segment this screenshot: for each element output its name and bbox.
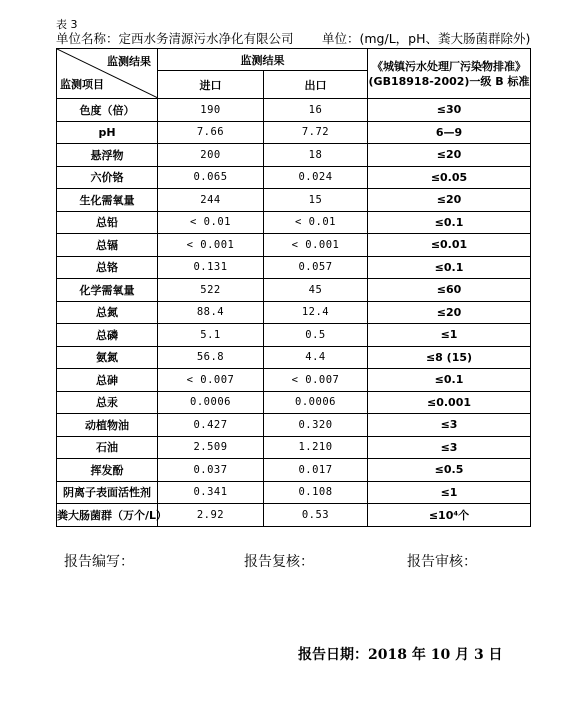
table-number: 表 3 bbox=[56, 18, 78, 31]
inlet-cell: 190 bbox=[158, 99, 264, 122]
outlet-cell: 0.320 bbox=[264, 414, 368, 437]
item-cell: 石油 bbox=[57, 436, 158, 459]
inlet-cell: 88.4 bbox=[158, 301, 264, 324]
standard-cell: ≤3 bbox=[368, 414, 531, 437]
table-row bbox=[57, 166, 531, 189]
table-row bbox=[57, 234, 531, 257]
inlet-cell: 0.427 bbox=[158, 414, 264, 437]
table-row bbox=[57, 99, 531, 122]
item-cell: 总氮 bbox=[57, 301, 158, 324]
inlet-cell: 522 bbox=[158, 279, 264, 302]
item-cell: 总磷 bbox=[57, 324, 158, 347]
standard-cell: ≤0.1 bbox=[368, 211, 531, 234]
outlet-cell: 0.5 bbox=[264, 324, 368, 347]
table-row bbox=[57, 279, 531, 302]
item-cell: 生化需氧量 bbox=[57, 189, 158, 212]
table-row bbox=[57, 369, 531, 392]
table-row bbox=[57, 144, 531, 167]
inlet-header: 进口 bbox=[158, 71, 264, 99]
table-row bbox=[57, 301, 531, 324]
standard-cell: ≤60 bbox=[368, 279, 531, 302]
standard-cell: ≤10⁴个 bbox=[368, 504, 531, 527]
table-row bbox=[57, 481, 531, 504]
compiler-label: 报告编写： bbox=[64, 554, 134, 570]
standard-cell: ≤8 (15) bbox=[368, 346, 531, 369]
table-row bbox=[57, 436, 531, 459]
table-row bbox=[57, 324, 531, 347]
outlet-cell: 45 bbox=[264, 279, 368, 302]
table-row bbox=[57, 414, 531, 437]
standard-header-line1: 《城镇污水处理厂污染物排准》 bbox=[372, 59, 526, 73]
inlet-cell: < 0.01 bbox=[158, 211, 264, 234]
outlet-cell: < 0.01 bbox=[264, 211, 368, 234]
standard-cell: ≤20 bbox=[368, 301, 531, 324]
table-row bbox=[57, 459, 531, 482]
outlet-cell: 0.108 bbox=[264, 481, 368, 504]
standard-cell: ≤20 bbox=[368, 144, 531, 167]
item-cell: 六价铬 bbox=[57, 166, 158, 189]
table-row bbox=[57, 346, 531, 369]
inlet-cell: < 0.001 bbox=[158, 234, 264, 257]
item-cell: pH bbox=[57, 121, 158, 144]
approver-label: 报告审核： bbox=[407, 554, 477, 570]
inlet-cell: 0.341 bbox=[158, 481, 264, 504]
item-cell: 挥发酚 bbox=[57, 459, 158, 482]
item-cell: 总铅 bbox=[57, 211, 158, 234]
item-cell: 粪大肠菌群（万个/L） bbox=[57, 504, 158, 527]
unit-of-measure: 单位：(mg/L，pH、粪大肠菌群除外) bbox=[322, 31, 531, 46]
outlet-cell: 0.057 bbox=[264, 256, 368, 279]
unit-name: 单位名称：定西水务清源污水净化有限公司 bbox=[56, 31, 294, 46]
outlet-cell: < 0.001 bbox=[264, 234, 368, 257]
outlet-header: 出口 bbox=[264, 71, 368, 99]
outlet-cell: 4.4 bbox=[264, 346, 368, 369]
table-row bbox=[57, 121, 531, 144]
standard-cell: ≤0.1 bbox=[368, 256, 531, 279]
item-cell: 色度（倍） bbox=[57, 99, 158, 122]
inlet-cell: 0.037 bbox=[158, 459, 264, 482]
table-row bbox=[57, 391, 531, 414]
group-header: 监测结果 bbox=[158, 49, 368, 71]
standard-cell: ≤1 bbox=[368, 324, 531, 347]
diag-top-label: 监测结果 bbox=[107, 55, 151, 68]
item-cell: 动植物油 bbox=[57, 414, 158, 437]
standard-header bbox=[368, 49, 531, 99]
item-cell: 总砷 bbox=[57, 369, 158, 392]
reviewer-label: 报告复核： bbox=[244, 554, 314, 570]
outlet-cell: 0.0006 bbox=[264, 391, 368, 414]
item-cell: 悬浮物 bbox=[57, 144, 158, 167]
standard-cell: ≤0.1 bbox=[368, 369, 531, 392]
inlet-cell: < 0.007 bbox=[158, 369, 264, 392]
standard-cell: ≤20 bbox=[368, 189, 531, 212]
outlet-cell: 0.53 bbox=[264, 504, 368, 527]
unit-line bbox=[56, 29, 530, 47]
item-cell: 总镉 bbox=[57, 234, 158, 257]
monitoring-table bbox=[56, 48, 531, 527]
standard-cell: ≤0.5 bbox=[368, 459, 531, 482]
outlet-cell: 16 bbox=[264, 99, 368, 122]
item-cell: 总铬 bbox=[57, 256, 158, 279]
outlet-cell: 18 bbox=[264, 144, 368, 167]
inlet-cell: 2.92 bbox=[158, 504, 264, 527]
table-row bbox=[57, 256, 531, 279]
inlet-cell: 7.66 bbox=[158, 121, 264, 144]
table-body bbox=[57, 99, 531, 527]
standard-cell: ≤0.05 bbox=[368, 166, 531, 189]
table-row bbox=[57, 211, 531, 234]
inlet-cell: 2.509 bbox=[158, 436, 264, 459]
inlet-cell: 200 bbox=[158, 144, 264, 167]
inlet-cell: 0.065 bbox=[158, 166, 264, 189]
inlet-cell: 5.1 bbox=[158, 324, 264, 347]
standard-cell: ≤1 bbox=[368, 481, 531, 504]
standard-header-line2: (GB18918-2002)一级 B 标准 bbox=[368, 74, 530, 88]
outlet-cell: < 0.007 bbox=[264, 369, 368, 392]
standard-cell: ≤30 bbox=[368, 99, 531, 122]
outlet-cell: 12.4 bbox=[264, 301, 368, 324]
standard-cell: ≤3 bbox=[368, 436, 531, 459]
outlet-cell: 0.017 bbox=[264, 459, 368, 482]
standard-cell: 6—9 bbox=[368, 121, 531, 144]
diag-bottom-label: 监测项目 bbox=[60, 78, 104, 91]
standard-cell: ≤0.001 bbox=[368, 391, 531, 414]
inlet-cell: 56.8 bbox=[158, 346, 264, 369]
outlet-cell: 7.72 bbox=[264, 121, 368, 144]
diagonal-header-cell bbox=[57, 49, 158, 99]
item-cell: 阴离子表面活性剂 bbox=[57, 481, 158, 504]
inlet-cell: 0.0006 bbox=[158, 391, 264, 414]
item-cell: 氨氮 bbox=[57, 346, 158, 369]
standard-cell: ≤0.01 bbox=[368, 234, 531, 257]
report-date: 报告日期：2018 年 10 月 3 日 bbox=[298, 647, 503, 663]
item-cell: 化学需氧量 bbox=[57, 279, 158, 302]
item-cell: 总汞 bbox=[57, 391, 158, 414]
inlet-cell: 0.131 bbox=[158, 256, 264, 279]
table-row bbox=[57, 189, 531, 212]
inlet-cell: 244 bbox=[158, 189, 264, 212]
outlet-cell: 1.210 bbox=[264, 436, 368, 459]
outlet-cell: 0.024 bbox=[264, 166, 368, 189]
table-row bbox=[57, 504, 531, 527]
outlet-cell: 15 bbox=[264, 189, 368, 212]
